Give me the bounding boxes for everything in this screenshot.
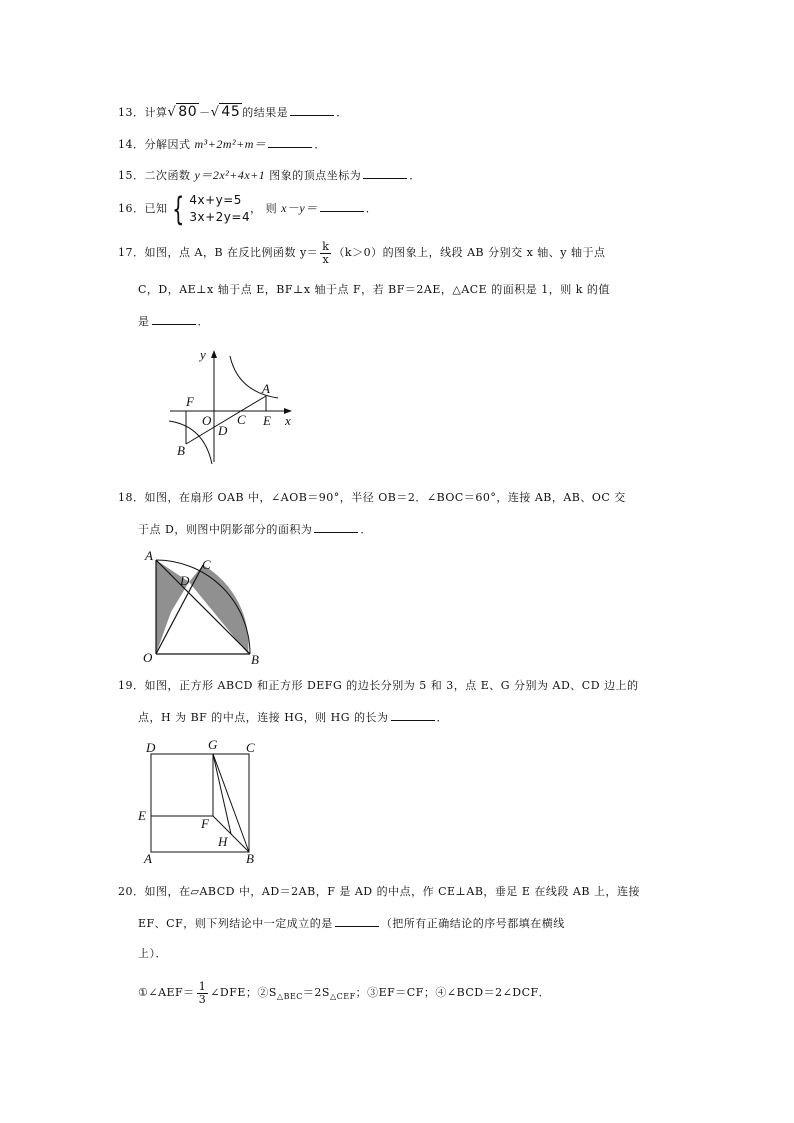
label-G: G: [208, 737, 218, 752]
shaded-region-right: [189, 565, 249, 654]
answer-blank[interactable]: [268, 136, 312, 148]
question-14: 14．分解因式 m³+2m²+m＝ ．: [118, 137, 326, 151]
answer-blank[interactable]: [335, 915, 379, 927]
question-20-line-3: 上）．: [138, 947, 167, 960]
label-A: A: [262, 381, 270, 396]
question-17-line-1: 17．如图，点 A，B 在反比例函数 y＝ $\frac{k}{x}$ （k＞0）的图象上，线段 AB 分别交 x 轴、y 轴于点: [118, 239, 606, 266]
label-O: O: [202, 413, 212, 428]
label-E: E: [138, 808, 146, 823]
question-20-options: ①∠AEF＝ $\frac{1}{3}$ ∠DFE；$②S_{\triangle BEC}=2S_{\triangle CEF}$；③EF＝CF；④∠BCD＝2∠DCF．: [138, 979, 551, 1006]
equation-system: 4x+y=5 3x+2y=4: [189, 193, 251, 224]
question-19-line-2: 点，H 为 BF 的中点，连接 HG，则 HG 的长为 ．: [138, 711, 449, 724]
label-B: B: [177, 443, 185, 458]
label-D: D: [180, 573, 190, 588]
answer-blank[interactable]: [314, 521, 358, 533]
answer-blank[interactable]: [320, 200, 364, 212]
figure-q19: [136, 736, 266, 866]
answer-blank[interactable]: [363, 167, 407, 179]
question-15: 15．二次函数 y＝2x²+4x+1 图象的顶点坐标为 ．: [118, 168, 421, 182]
label-E: E: [263, 413, 271, 428]
label-D: D: [146, 740, 156, 755]
label-C: C: [202, 557, 211, 572]
label-H: H: [218, 834, 228, 849]
question-18-line-2: 于点 D，则图中阴影部分的面积为 ．: [138, 523, 372, 536]
label-B: B: [246, 851, 254, 866]
label-A: A: [144, 851, 152, 866]
label-F: F: [186, 394, 194, 409]
answer-blank[interactable]: [152, 313, 196, 325]
label-A: A: [145, 548, 153, 563]
question-13: 13．计算√ 80 －√ 45 的结果是 ．: [118, 104, 348, 120]
question-16: 16．已知 { 4x+y=5 3x+2y=4 ， 则 x－y＝ ．: [118, 190, 378, 228]
figure-q17: [160, 340, 300, 470]
question-20-line-2: EF、CF，则下列结论中一定成立的是 （把所有正确结论的序号都填在横线: [138, 917, 565, 930]
label-O: O: [143, 650, 153, 665]
label-B: B: [251, 652, 259, 667]
system-brace: {: [171, 190, 185, 228]
label-y: y: [200, 347, 206, 362]
answer-blank[interactable]: [391, 709, 435, 721]
label-x: x: [285, 413, 291, 428]
question-17-line-2: C，D，AE⊥x 轴于点 E，BF⊥x 轴于点 F，若 BF＝2AE，△ACE 的面积是 1，则 k 的值: [138, 283, 610, 296]
label-D: D: [218, 423, 228, 438]
figure-q18: [138, 544, 268, 670]
question-19-line-1: 19．如图，正方形 ABCD 和正方形 DEFG 的边长分别为 5 和 3，点 E、G 分别为 AD、CD 边上的: [118, 679, 639, 692]
label-F: F: [201, 816, 209, 831]
answer-blank[interactable]: [290, 104, 334, 116]
question-17-line-3: 是 ．: [138, 315, 209, 328]
fraction-k-over-x: $\frac{k}{x}$: [322, 239, 330, 266]
label-C: C: [237, 412, 246, 427]
label-C: C: [246, 740, 255, 755]
fraction-one-third: $\frac{1}{3}$: [198, 979, 207, 1006]
question-18-line-1: 18．如图，在扇形 OAB 中，∠AOB＝90°，半径 OB＝2．∠BOC＝60°，连接 AB，AB、OC 交: [118, 491, 626, 504]
question-20-line-1: 20．如图，在▱ABCD 中，AD＝2AB，F 是 AD 的中点，作 CE⊥AB，垂足 E 在线段 AB 上，连接: [118, 885, 640, 898]
